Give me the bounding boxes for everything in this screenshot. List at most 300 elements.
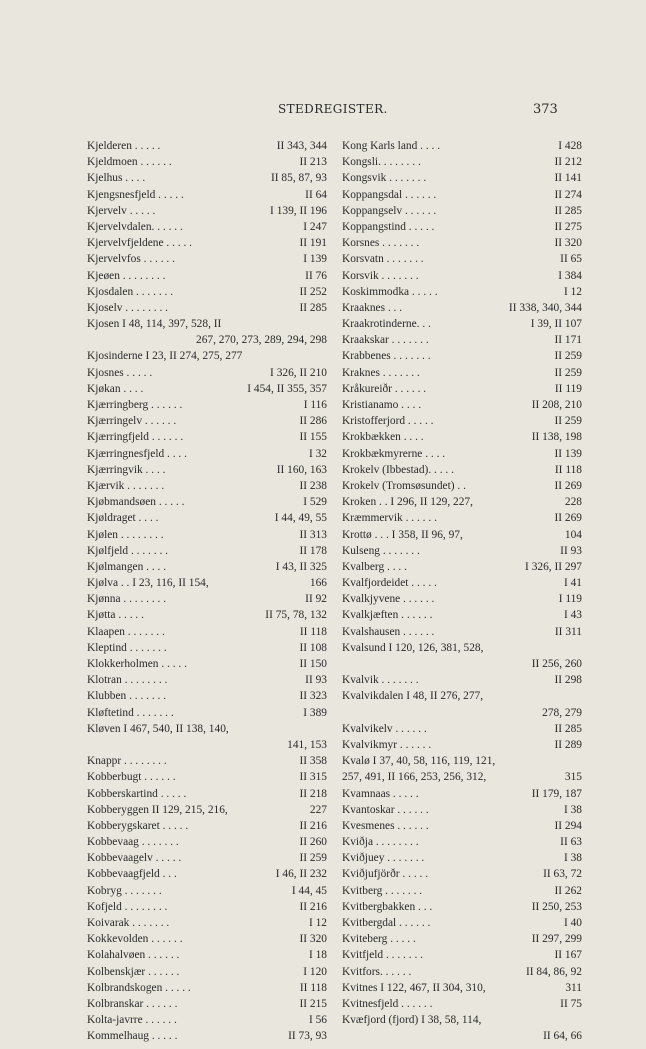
entry-term: Kjervelvfos . . . . . . bbox=[87, 253, 175, 266]
entry-term: Klubben . . . . . . . bbox=[87, 690, 167, 703]
entry-term: Kvitfors. . . . . . bbox=[342, 965, 412, 978]
index-column-right bbox=[342, 138, 582, 1045]
entry-term: Kvalvikdalen I 48, II 276, 277, bbox=[342, 690, 484, 703]
entry-references: I 44, 49, 55 bbox=[274, 512, 327, 525]
index-entry bbox=[87, 575, 327, 591]
entry-term: Kjosdalen . . . . . . . bbox=[87, 285, 174, 298]
index-entry bbox=[87, 527, 327, 543]
entry-references: I 43 bbox=[563, 609, 582, 622]
running-head: STEDREGISTER. bbox=[278, 102, 388, 116]
index-entry bbox=[87, 510, 327, 526]
index-entry bbox=[342, 834, 582, 850]
entry-term: Kvalkjæften . . . . . . bbox=[342, 609, 433, 622]
entry-term: Kjosnes . . . . . bbox=[87, 366, 153, 379]
entry-references: I 428 bbox=[558, 140, 582, 152]
index-entry bbox=[87, 203, 327, 219]
entry-references: I 326, II 297 bbox=[525, 560, 582, 573]
index-entry bbox=[87, 543, 327, 559]
entry-references: II 275 bbox=[554, 220, 582, 233]
entry-references: I 120 bbox=[303, 965, 327, 978]
index-entry bbox=[342, 915, 582, 931]
index-entry bbox=[342, 769, 582, 785]
entry-references: II 65 bbox=[560, 253, 582, 266]
index-entry bbox=[342, 478, 582, 494]
index-entry bbox=[342, 348, 582, 364]
entry-references: II 93 bbox=[560, 544, 582, 557]
index-entry bbox=[87, 154, 327, 170]
entry-references: II 213 bbox=[299, 156, 327, 169]
index-entry bbox=[342, 818, 582, 834]
index-entry bbox=[87, 688, 327, 704]
entry-term: Koskimmodka . . . . . bbox=[342, 285, 438, 298]
entry-term: Kjærringfjeld . . . . . . bbox=[87, 431, 184, 444]
entry-references: II 250, 253 bbox=[531, 900, 582, 913]
entry-references: II 73, 93 bbox=[288, 1030, 327, 1043]
index-entry bbox=[87, 348, 327, 364]
entry-references bbox=[323, 348, 327, 364]
entry-references: I 116 bbox=[303, 399, 327, 411]
entry-references: II 216 bbox=[299, 819, 327, 832]
index-entry bbox=[342, 397, 582, 413]
entry-references: II 260 bbox=[299, 836, 327, 849]
index-entry bbox=[342, 786, 582, 802]
entry-term: Klaapen . . . . . . . bbox=[87, 625, 165, 638]
entry-term: Kjosen I 48, 114, 397, 528, II bbox=[87, 318, 222, 331]
entry-term: Korsvik . . . . . . . bbox=[342, 269, 419, 282]
index-entry bbox=[87, 494, 327, 510]
index-entry bbox=[87, 478, 327, 494]
index-entry bbox=[342, 219, 582, 235]
entry-term: Kvalvik . . . . . . . bbox=[342, 674, 419, 687]
entry-term: Kvitbergdal . . . . . . bbox=[342, 917, 431, 929]
index-entry bbox=[342, 1012, 582, 1028]
entry-references: II 259 bbox=[299, 852, 327, 865]
entry-references: II 139 bbox=[554, 447, 582, 460]
entry-term: Kristianamo . . . . bbox=[342, 399, 422, 411]
entry-term: Kviðja . . . . . . . . bbox=[342, 836, 419, 849]
index-entry bbox=[87, 899, 327, 915]
entry-references: 315 bbox=[564, 771, 582, 784]
entry-references: II 92 bbox=[305, 593, 327, 606]
index-entry bbox=[87, 187, 327, 203]
entry-references: II 259 bbox=[554, 415, 582, 428]
index-entry bbox=[342, 607, 582, 623]
entry-references bbox=[323, 721, 327, 737]
entry-term: Kolbenskjær . . . . . . bbox=[87, 965, 180, 978]
entry-term: Kjøtta . . . . . bbox=[87, 609, 144, 622]
entry-references: II 179, 187 bbox=[531, 787, 582, 800]
entry-references: II 218 bbox=[299, 787, 327, 800]
entry-term: Kleptind . . . . . . . bbox=[87, 641, 167, 654]
index-entry bbox=[342, 850, 582, 866]
entry-references: II 215 bbox=[299, 997, 327, 1010]
entry-references: II 259 bbox=[554, 366, 582, 379]
index-entry bbox=[342, 235, 582, 251]
index-entry bbox=[87, 381, 327, 397]
entry-references: 141, 153 bbox=[287, 738, 327, 751]
entry-references: I 32 bbox=[308, 447, 327, 460]
index-entry bbox=[342, 559, 582, 575]
index-entry bbox=[87, 866, 327, 882]
index-entry bbox=[87, 429, 327, 445]
entry-term: Krokelv (Ibbestad). . . . . bbox=[342, 463, 454, 476]
entry-references: II 93 bbox=[305, 674, 327, 687]
entry-term: Kobbevaagelv . . . . . bbox=[87, 852, 182, 865]
entry-references: II 285 bbox=[299, 301, 327, 314]
entry-references: II 262 bbox=[554, 884, 582, 897]
index-entry bbox=[87, 332, 327, 348]
entry-references: I 18 bbox=[308, 949, 327, 962]
index-entry bbox=[87, 769, 327, 785]
entry-term: Kvalvikmyr . . . . . . bbox=[342, 738, 432, 751]
index-entry bbox=[342, 996, 582, 1012]
entry-references: II 343, 344 bbox=[276, 140, 327, 152]
page-number: 373 bbox=[533, 102, 558, 117]
entry-term: Kjølmangen . . . . bbox=[87, 560, 167, 573]
index-entry bbox=[87, 316, 327, 332]
entry-term: Kjøkan . . . . bbox=[87, 382, 144, 395]
index-entry bbox=[342, 656, 582, 672]
entry-term: Kviteberg . . . . . bbox=[342, 933, 416, 946]
entry-term: Kongsvik . . . . . . . bbox=[342, 172, 427, 185]
entry-references: II 167 bbox=[554, 949, 582, 962]
entry-references: II 320 bbox=[554, 237, 582, 250]
entry-references: 228 bbox=[564, 496, 582, 509]
entry-term: Kjosinderne I 23, II 274, 275, 277 bbox=[87, 350, 243, 363]
entry-term: Kjøldraget . . . . bbox=[87, 512, 159, 525]
entry-references: 227 bbox=[309, 803, 327, 816]
entry-term: Kroken . . I 296, II 129, 227, bbox=[342, 496, 473, 509]
entry-term: Kråkureiðr . . . . . . bbox=[342, 382, 427, 395]
index-entry bbox=[342, 154, 582, 170]
index-entry bbox=[87, 753, 327, 769]
index-entry bbox=[342, 591, 582, 607]
entry-references: II 138, 198 bbox=[531, 431, 582, 444]
index-entry bbox=[87, 818, 327, 834]
index-entry bbox=[342, 543, 582, 559]
entry-term: Kjærringvik . . . . bbox=[87, 463, 166, 476]
entry-references bbox=[323, 316, 327, 332]
entry-term: Knappr . . . . . . . . bbox=[87, 755, 167, 768]
index-entry bbox=[87, 170, 327, 186]
index-entry bbox=[342, 527, 582, 543]
entry-references: II 256, 260 bbox=[531, 658, 582, 670]
index-entry bbox=[87, 446, 327, 462]
index-entry bbox=[87, 1028, 327, 1044]
index-entry bbox=[342, 284, 582, 300]
entry-references: II 63 bbox=[560, 836, 582, 849]
entry-references: II 160, 163 bbox=[276, 463, 327, 476]
entry-term: Krottø . . . I 358, II 96, 97, bbox=[342, 528, 463, 541]
entry-term: Kvantoskar . . . . . . bbox=[342, 803, 429, 816]
index-entry bbox=[342, 138, 582, 154]
index-entry bbox=[87, 656, 327, 672]
entry-term: Kokkevolden . . . . . . bbox=[87, 933, 183, 946]
entry-term: Kjønna . . . . . . . . bbox=[87, 593, 167, 606]
entry-term: Kolbrandskogen . . . . . bbox=[87, 981, 191, 994]
entry-term: Kofjeld . . . . . . . . bbox=[87, 900, 168, 913]
entry-term: Kløven I 467, 540, II 138, 140, bbox=[87, 722, 229, 735]
entry-references: II 64 bbox=[305, 188, 327, 201]
entry-references: 166 bbox=[309, 577, 327, 590]
entry-references: II 252 bbox=[299, 285, 327, 298]
index-entry bbox=[342, 737, 582, 753]
entry-term: Kjelderen . . . . . bbox=[87, 140, 161, 152]
entry-references: I 247 bbox=[303, 220, 327, 233]
entry-references: II 298 bbox=[554, 674, 582, 687]
index-entry bbox=[342, 316, 582, 332]
entry-references: I 41 bbox=[563, 577, 582, 590]
entry-references: II 323 bbox=[299, 690, 327, 703]
index-entry bbox=[342, 268, 582, 284]
entry-term: Kvitfjeld . . . . . . . bbox=[342, 949, 423, 962]
entry-term: Kjeøen . . . . . . . . bbox=[87, 269, 166, 282]
index-entry bbox=[342, 494, 582, 510]
entry-references: II 141 bbox=[554, 172, 582, 185]
index-entry bbox=[342, 883, 582, 899]
entry-references: II 64, 66 bbox=[543, 1030, 582, 1043]
entry-term: Kolta-javrre . . . . . . bbox=[87, 1014, 177, 1027]
entry-term: Kraakskar . . . . . . . bbox=[342, 334, 429, 347]
entry-references: II 119 bbox=[554, 382, 582, 395]
entry-term: Kjeldmoen . . . . . . bbox=[87, 156, 172, 169]
entry-references: II 269 bbox=[554, 479, 582, 492]
entry-term: Kjoselv . . . . . . . . bbox=[87, 301, 168, 314]
entry-references bbox=[578, 753, 582, 769]
entry-references: II 75 bbox=[560, 997, 582, 1010]
entry-references: II 259 bbox=[554, 350, 582, 363]
index-entry bbox=[342, 365, 582, 381]
entry-term: Kjølva . . I 23, 116, II 154, bbox=[87, 577, 209, 590]
entry-references: 267, 270, 273, 289, 294, 298 bbox=[196, 334, 327, 347]
index-entry bbox=[342, 462, 582, 478]
index-entry bbox=[342, 413, 582, 429]
entry-term: Kobberyggen II 129, 215, 216, bbox=[87, 803, 228, 816]
entry-references: I 38 bbox=[563, 803, 582, 816]
entry-term: Kjervelvdalen. . . . . . bbox=[87, 220, 183, 233]
entry-references bbox=[578, 688, 582, 704]
index-entry bbox=[342, 1028, 582, 1044]
index-column-left bbox=[87, 138, 327, 1045]
index-entry bbox=[342, 688, 582, 704]
entry-references: II 76 bbox=[305, 269, 327, 282]
entry-term: Kraaknes . . . bbox=[342, 301, 403, 314]
index-entry bbox=[87, 737, 327, 753]
entry-term: Kjølfjeld . . . . . . . bbox=[87, 544, 168, 557]
entry-references: I 139 bbox=[303, 253, 327, 266]
entry-term: Kjærringelv . . . . . . bbox=[87, 415, 177, 428]
entry-references: II 150 bbox=[299, 658, 327, 670]
index-entry bbox=[87, 850, 327, 866]
index-entry bbox=[87, 624, 327, 640]
entry-term: Kjærringberg . . . . . . bbox=[87, 399, 183, 411]
index-entry bbox=[342, 300, 582, 316]
index-entry bbox=[342, 980, 582, 996]
entry-references bbox=[578, 1012, 582, 1028]
entry-references: I 326, II 210 bbox=[270, 366, 327, 379]
index-entry bbox=[87, 883, 327, 899]
entry-term: Kvitnesfjeld . . . . . . bbox=[342, 997, 433, 1010]
index-entry bbox=[342, 802, 582, 818]
index-entry bbox=[342, 381, 582, 397]
entry-references: I 12 bbox=[563, 285, 582, 298]
entry-references bbox=[578, 640, 582, 656]
entry-references: I 43, II 325 bbox=[275, 560, 327, 573]
entry-term: Krokbækken . . . . bbox=[342, 431, 424, 444]
entry-term: Korsnes . . . . . . . bbox=[342, 237, 420, 250]
entry-term: Kolbranskar . . . . . . bbox=[87, 997, 178, 1010]
index-entry bbox=[87, 413, 327, 429]
entry-references: II 178 bbox=[299, 544, 327, 557]
entry-references: II 320 bbox=[299, 933, 327, 946]
index-entry bbox=[87, 219, 327, 235]
entry-term: Koppangselv . . . . . . bbox=[342, 204, 437, 217]
entry-references: 104 bbox=[564, 528, 582, 541]
entry-references: II 118 bbox=[299, 625, 327, 638]
index-entry bbox=[342, 187, 582, 203]
index-entry bbox=[87, 591, 327, 607]
entry-term: Kvalshausen . . . . . . bbox=[342, 625, 435, 638]
entry-references: II 191 bbox=[299, 237, 327, 250]
entry-references: II 63, 72 bbox=[543, 868, 582, 881]
index-entry bbox=[342, 866, 582, 882]
entry-references: I 389 bbox=[303, 706, 327, 719]
entry-references: II 289 bbox=[554, 738, 582, 751]
index-entry bbox=[87, 996, 327, 1012]
index-entry bbox=[87, 931, 327, 947]
entry-term: Kjærringnesfjeld . . . . bbox=[87, 447, 187, 460]
entry-term: Kvesmenes . . . . . . bbox=[342, 819, 429, 832]
entry-term: Kviðjufjörðr . . . . . bbox=[342, 868, 429, 881]
entry-references: II 108 bbox=[299, 641, 327, 654]
entry-references: II 208, 210 bbox=[531, 399, 582, 411]
index-entry bbox=[87, 964, 327, 980]
index-entry bbox=[87, 397, 327, 413]
entry-term: Kvamnaas . . . . . bbox=[342, 787, 419, 800]
entry-term: Kvalkjyvene . . . . . . bbox=[342, 593, 435, 606]
entry-term: Krokelv (Tromsøsundet) . . bbox=[342, 479, 466, 492]
entry-term: Krokbækmyrerne . . . . bbox=[342, 447, 446, 460]
index-entry bbox=[87, 268, 327, 284]
index-entry bbox=[87, 559, 327, 575]
index-entry bbox=[87, 1012, 327, 1028]
entry-references: II 285 bbox=[554, 722, 582, 735]
entry-term: Kobbevaag . . . . . . . bbox=[87, 836, 179, 849]
index-entry bbox=[342, 721, 582, 737]
entry-term: Kjelhus . . . . bbox=[87, 172, 146, 185]
entry-references: II 216 bbox=[299, 900, 327, 913]
index-entry bbox=[87, 705, 327, 721]
entry-term: Klokkerholmen . . . . . bbox=[87, 658, 187, 670]
index-entry bbox=[87, 721, 327, 737]
entry-references: 311 bbox=[565, 981, 582, 994]
index-entry bbox=[342, 753, 582, 769]
entry-references: II 294 bbox=[554, 819, 582, 832]
entry-references: II 311 bbox=[554, 625, 582, 638]
index-entry bbox=[342, 510, 582, 526]
entry-references: I 40 bbox=[563, 917, 582, 929]
entry-term: Korsvatn . . . . . . . bbox=[342, 253, 424, 266]
entry-references: II 171 bbox=[554, 334, 582, 347]
entry-term: Kvitbergbakken . . . bbox=[342, 900, 433, 913]
index-entry bbox=[342, 947, 582, 963]
index-entry bbox=[342, 203, 582, 219]
index-entry bbox=[342, 899, 582, 915]
index-entry bbox=[342, 446, 582, 462]
entry-references: II 358 bbox=[299, 755, 327, 768]
index-entry bbox=[342, 672, 582, 688]
index-entry bbox=[87, 300, 327, 316]
entry-term: Kvitnes I 122, 467, II 304, 310, bbox=[342, 981, 486, 994]
entry-term: Koivarak . . . . . . . bbox=[87, 917, 170, 929]
entry-term: Kong Karls land . . . . bbox=[342, 140, 441, 152]
entry-term: Kongsli. . . . . . . . bbox=[342, 156, 421, 169]
entry-references: I 119 bbox=[558, 593, 582, 606]
index-entry bbox=[342, 624, 582, 640]
index-entry bbox=[342, 640, 582, 656]
index-entry bbox=[87, 802, 327, 818]
entry-term: Kviðjuey . . . . . . . bbox=[342, 852, 425, 865]
entry-term: Kjøbmandsøen . . . . . bbox=[87, 496, 185, 509]
entry-references: II 84, 86, 92 bbox=[526, 965, 582, 978]
entry-references: II 313 bbox=[299, 528, 327, 541]
entry-term: Kjervelvfjeldene . . . . . bbox=[87, 237, 193, 250]
entry-term: Kjølen . . . . . . . . bbox=[87, 528, 164, 541]
entry-term: Kobberygskaret . . . . . bbox=[87, 819, 189, 832]
entry-references: I 529 bbox=[303, 496, 327, 509]
index-entry bbox=[87, 640, 327, 656]
entry-term: Kvæfjord (fjord) I 38, 58, 114, bbox=[342, 1014, 482, 1027]
index-entry bbox=[342, 705, 582, 721]
entry-references: I 384 bbox=[558, 269, 582, 282]
entry-term: Kobberskartind . . . . . bbox=[87, 787, 187, 800]
entry-term: Kraakrotinderne. . . bbox=[342, 318, 431, 331]
index-entry bbox=[342, 964, 582, 980]
entry-references: II 285 bbox=[554, 204, 582, 217]
index-entry bbox=[87, 980, 327, 996]
entry-term: Krabbenes . . . . . . . bbox=[342, 350, 431, 363]
entry-references: II 238 bbox=[299, 479, 327, 492]
entry-term: Klotran . . . . . . . . bbox=[87, 674, 168, 687]
index-entry bbox=[87, 365, 327, 381]
entry-references: I 454, II 355, 357 bbox=[247, 382, 327, 395]
entry-references: II 118 bbox=[299, 981, 327, 994]
index-entry bbox=[87, 915, 327, 931]
entry-references: II 274 bbox=[554, 188, 582, 201]
index-entry bbox=[87, 138, 327, 154]
entry-term: Koppangsdal . . . . . . bbox=[342, 188, 437, 201]
entry-references: I 39, II 107 bbox=[530, 318, 582, 331]
page-header bbox=[0, 102, 646, 120]
entry-term: 257, 491, II 166, 253, 256, 312, bbox=[342, 771, 487, 784]
entry-term: Kvalvikelv . . . . . . bbox=[342, 722, 427, 735]
index-entry bbox=[342, 170, 582, 186]
entry-term: Kobbevaagfjeld . . . bbox=[87, 868, 177, 881]
entry-term: Kolahalvøen . . . . . . bbox=[87, 949, 180, 962]
entry-term: Kvalø I 37, 40, 58, 116, 119, 121, bbox=[342, 755, 496, 768]
index-entry bbox=[342, 931, 582, 947]
index-entry bbox=[342, 332, 582, 348]
entry-term: Kjærvik . . . . . . . bbox=[87, 479, 165, 492]
entry-term: Kommelhaug . . . . . bbox=[87, 1030, 178, 1043]
index-entry bbox=[87, 834, 327, 850]
entry-term: Kvalberg . . . . bbox=[342, 560, 407, 573]
index-entry bbox=[342, 575, 582, 591]
entry-references: II 286 bbox=[299, 415, 327, 428]
entry-term: Kvalsund I 120, 126, 381, 528, bbox=[342, 641, 484, 654]
entry-references: I 38 bbox=[563, 852, 582, 865]
entry-term: Kulseng . . . . . . . bbox=[342, 544, 420, 557]
